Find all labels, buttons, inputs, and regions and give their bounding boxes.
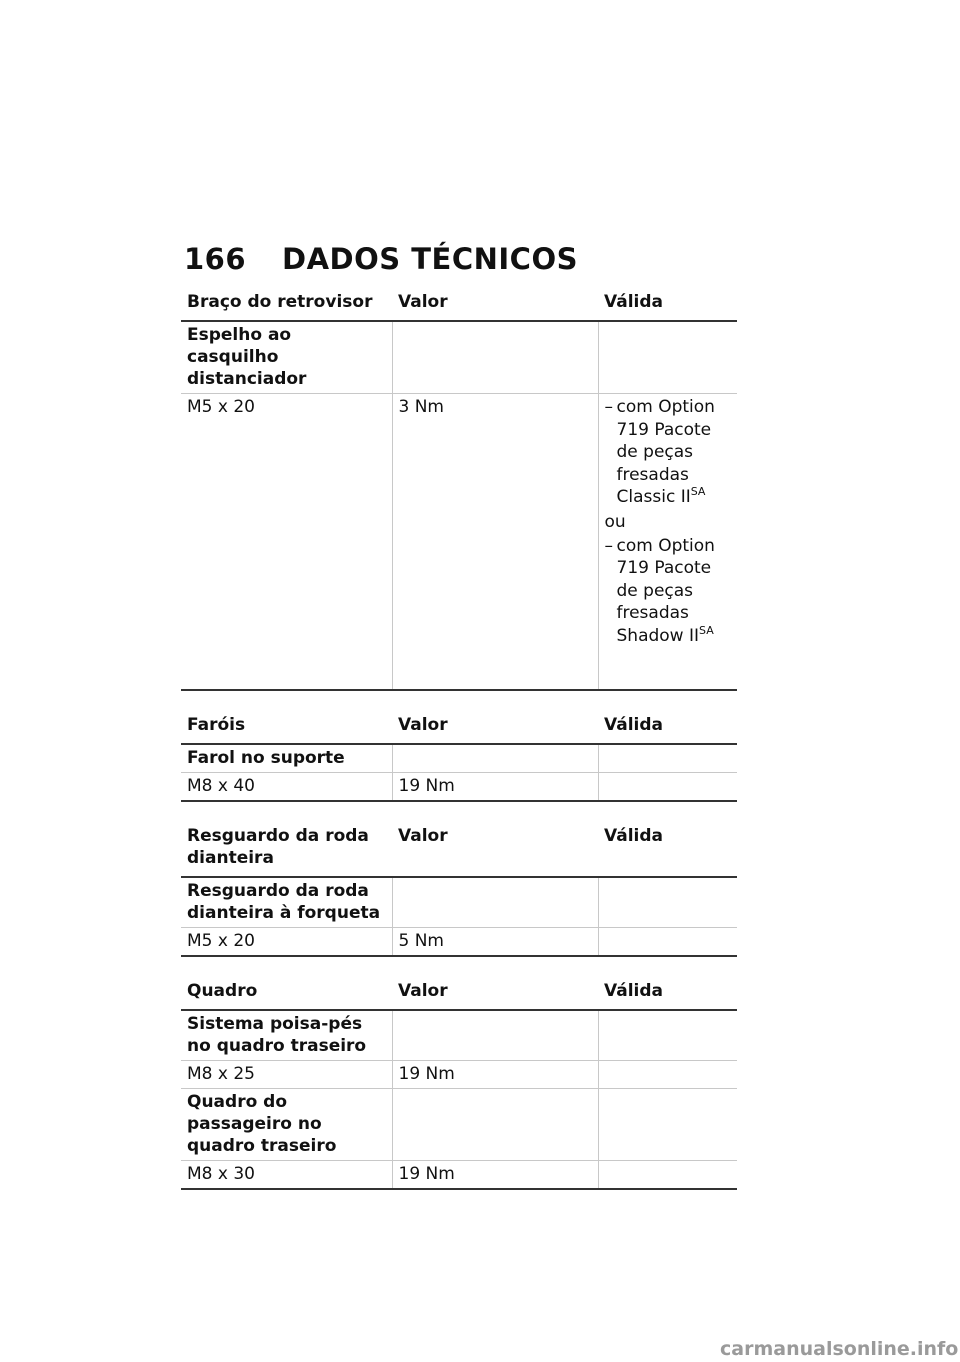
table-row: [181, 1010, 737, 1061]
component-cell: Farol no suporte: [187, 747, 345, 768]
column-header-component: Quadro: [187, 980, 258, 1001]
component-cell: M8 x 40: [181, 772, 392, 801]
component-cell: M5 x 20: [181, 394, 392, 690]
table-row: [181, 321, 737, 394]
condition-item: [605, 535, 732, 648]
component-cell: Resguardo da roda dianteira à forqueta: [187, 880, 381, 923]
condition-item: [605, 396, 732, 509]
page-header: [184, 242, 578, 276]
column-header-component: Faróis: [187, 714, 246, 735]
column-header-value: Valor: [398, 825, 448, 846]
table-row: [181, 877, 737, 928]
component-cell: Sistema poisa-pés no quadro traseiro: [187, 1013, 367, 1056]
table-header-row: [181, 286, 737, 321]
column-header-value: Valor: [398, 292, 448, 312]
table-row: [181, 1160, 737, 1189]
value-cell: 3 Nm: [392, 394, 598, 690]
condition-or: ou: [604, 511, 626, 532]
spec-content: [181, 286, 737, 1190]
value-cell: 19 Nm: [392, 1060, 598, 1088]
sa-superscript: SA: [690, 485, 706, 498]
valid-cell: [598, 877, 737, 928]
table-row: [181, 772, 737, 801]
sa-superscript: SA: [699, 623, 714, 637]
table-row: [181, 1060, 737, 1088]
valid-cell: [598, 321, 737, 394]
table-header-row: [181, 975, 737, 1010]
column-header-valid: Válida: [604, 292, 663, 312]
column-header-value: Valor: [398, 714, 448, 735]
component-cell: Quadro do passageiro no quadro traseiro: [181, 1088, 392, 1160]
page-number: 166: [184, 242, 247, 276]
column-header-valid: Válida: [604, 980, 663, 1001]
table-row: [181, 927, 737, 956]
page-title: DADOS TÉCNICOS: [282, 242, 578, 276]
condition-text: com Option 719 Pacote de peças fresadas Classic II: [616, 397, 715, 507]
table-row: [181, 394, 737, 690]
table-gap: [181, 957, 737, 975]
valid-cell: [598, 1160, 737, 1189]
valid-cell: [598, 1010, 737, 1061]
value-cell: [392, 1088, 598, 1160]
column-header-component: Braço do retrovisor: [187, 292, 373, 312]
table-gap: [181, 802, 737, 820]
valid-cell: [598, 772, 737, 801]
spec-table-front-mudguard: [181, 820, 737, 957]
value-cell: [392, 877, 598, 928]
table-row: [181, 744, 737, 773]
condition-text: com Option 719 Pacote de peças fresadas Shadow II: [616, 535, 715, 646]
value-cell: 19 Nm: [392, 772, 598, 801]
table-header-row: [181, 820, 737, 877]
value-cell: 5 Nm: [392, 927, 598, 956]
table-header-row: [181, 709, 737, 744]
column-header-value: Valor: [398, 980, 448, 1001]
dash-marker: –: [604, 535, 613, 556]
column-header-valid: Válida: [604, 825, 663, 846]
component-cell: M5 x 20: [181, 927, 392, 956]
component-cell: Espelho ao casquilho distanciador: [187, 325, 307, 389]
spec-table-frame: [181, 975, 737, 1190]
valid-cell: [598, 1060, 737, 1088]
valid-cell: [598, 1088, 737, 1160]
column-header-component: Resguardo da roda dianteira: [187, 825, 369, 868]
value-cell: [392, 321, 598, 394]
valid-cell: [598, 927, 737, 956]
valid-cell: [598, 744, 737, 773]
table-gap: [181, 691, 737, 709]
table-row: [181, 1088, 737, 1160]
watermark: carmanualsonline.info: [720, 1338, 959, 1360]
component-cell: M8 x 25: [181, 1060, 392, 1088]
value-cell: [392, 744, 598, 773]
value-cell: 19 Nm: [392, 1160, 598, 1189]
spec-table-mirror-arm: [181, 286, 737, 691]
dash-marker: –: [604, 397, 613, 417]
spec-table-headlights: [181, 709, 737, 802]
valid-cell: [598, 394, 737, 690]
value-cell: [392, 1010, 598, 1061]
column-header-valid: Válida: [604, 714, 663, 735]
component-cell: M8 x 30: [181, 1160, 392, 1189]
